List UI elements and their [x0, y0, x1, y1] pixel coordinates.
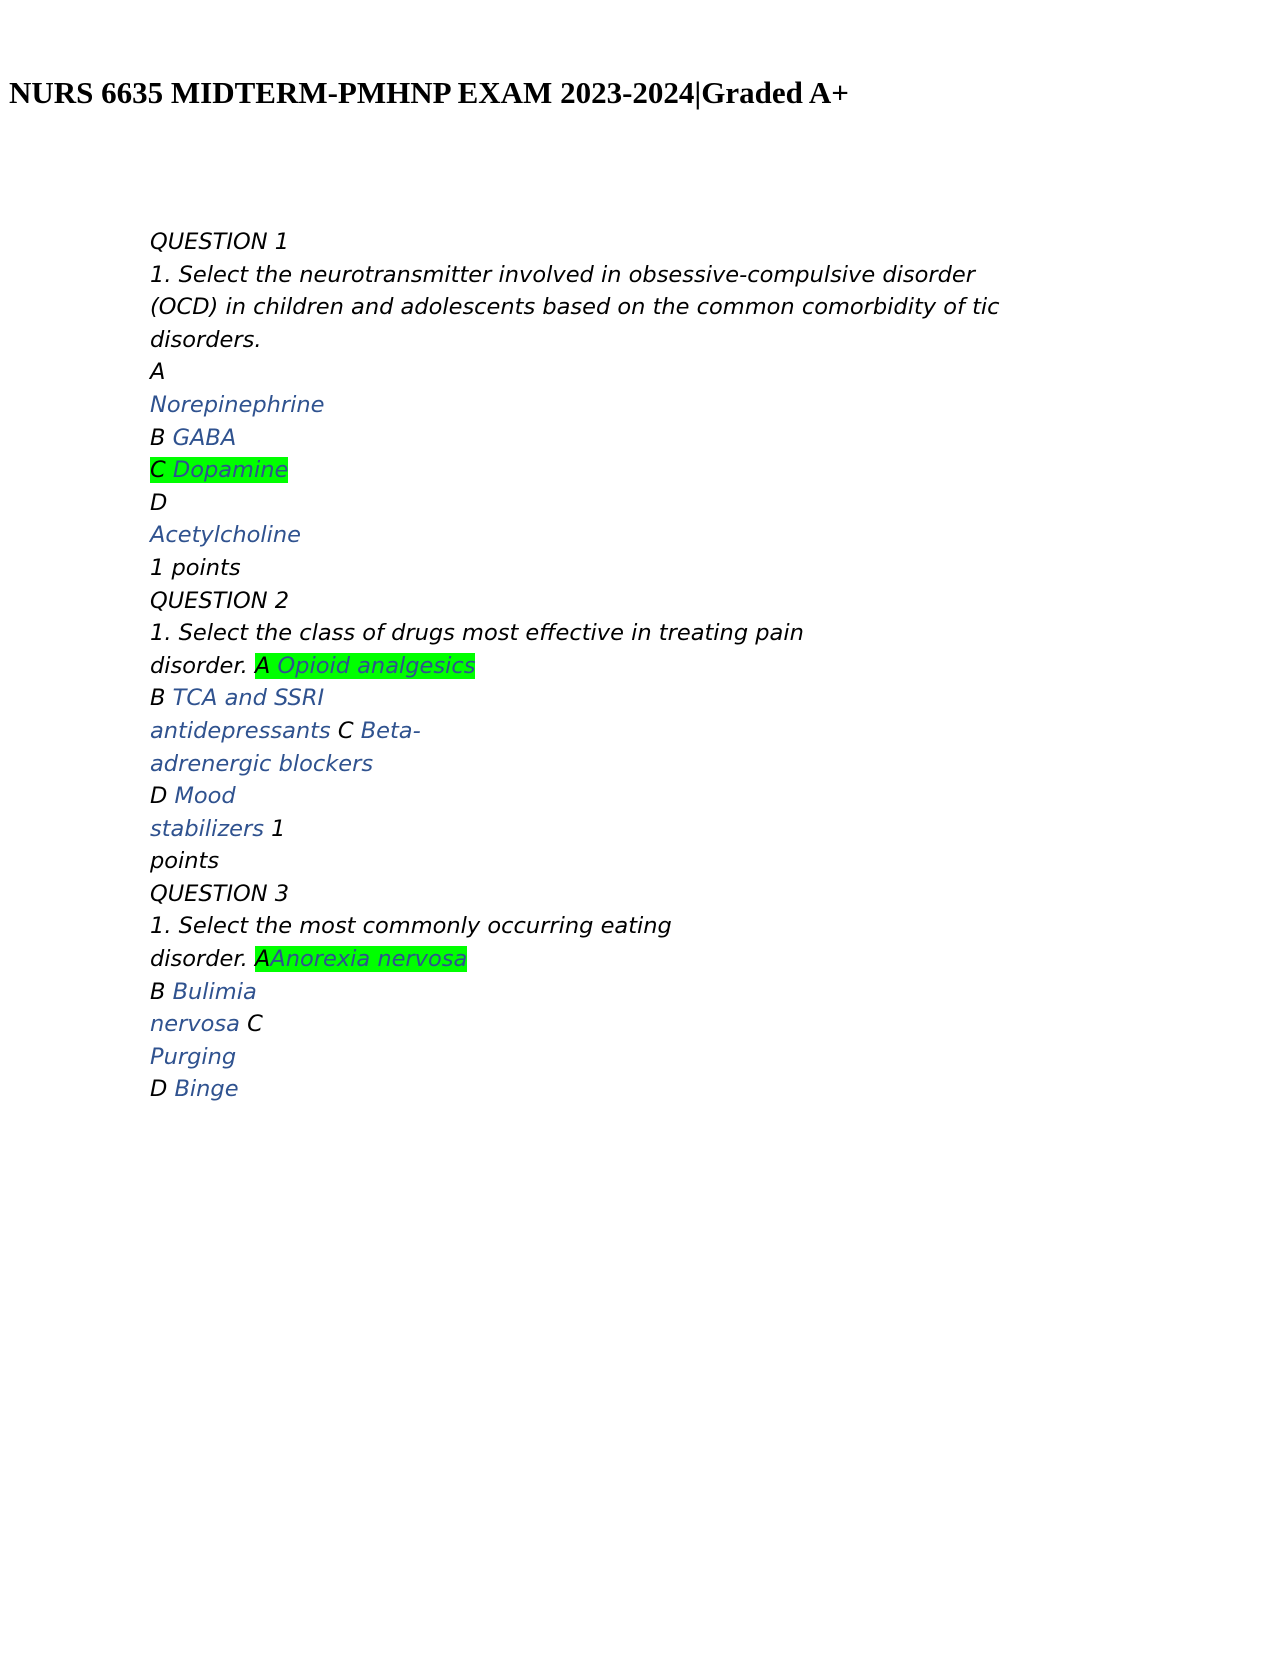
- question-1-stem-line-1: 1. Select the neurotransmitter involved in obsessive-compulsive disorder: [150, 261, 976, 288]
- q2-option-d-text-1: Mood: [174, 783, 236, 810]
- q1-option-c-text: Dopamine: [172, 457, 289, 484]
- q1-option-c-highlight: [150, 457, 288, 483]
- q2-line-bc: [150, 715, 1110, 748]
- q1-option-b: [150, 422, 1110, 455]
- q2-option-a-highlight: [255, 653, 476, 679]
- q3-option-d-text: Binge: [174, 1076, 239, 1103]
- q1-option-c: [150, 454, 1110, 487]
- q2-option-c-text-1: Beta-: [360, 717, 421, 744]
- question-2-points-number: 1: [271, 815, 286, 842]
- q3-option-d-letter: D: [150, 1076, 168, 1103]
- question-2-stem-line-2: [150, 650, 1110, 683]
- question-3-stem-line-1: 1. Select the most commonly occurring eating: [150, 913, 672, 940]
- q2-option-b-letter: B: [150, 685, 166, 712]
- document-title: NURS 6635 MIDTERM-PMHNP EXAM 2023-2024|Graded A+: [9, 75, 849, 110]
- q1-option-a-letter: A: [150, 359, 166, 386]
- q3-option-a-text: Anorexia nervosa: [270, 946, 468, 973]
- q2-option-c-letter: C: [337, 717, 354, 744]
- q3-line-bc: [150, 1008, 1110, 1041]
- q1-option-d-text: Acetylcholine: [150, 522, 301, 549]
- question-1-stem-line-3: disorders.: [150, 326, 262, 353]
- q1-option-c-letter: C: [150, 457, 166, 484]
- q1-option-a-text: Norepinephrine: [150, 391, 325, 418]
- q3-option-b-letter: B: [150, 978, 166, 1005]
- question-2-stem-end: disorder.: [150, 652, 248, 679]
- question-1-heading: QUESTION 1: [150, 229, 290, 255]
- q1-option-b-letter: B: [150, 424, 166, 451]
- question-1-stem-line-2: (OCD) in children and adolescents based on the common comorbidity of tic: [150, 294, 1000, 321]
- q3-option-c-text: Purging: [150, 1043, 237, 1070]
- q1-option-d-letter: D: [150, 489, 168, 516]
- question-2-points-label: points: [150, 848, 220, 875]
- q2-option-b: [150, 682, 1110, 715]
- q2-option-a-text: Opioid analgesics: [277, 652, 476, 679]
- q2-option-d-letter: D: [150, 783, 168, 810]
- q3-option-b-text-1: Bulimia: [172, 978, 257, 1005]
- q2-option-d-text-2: stabilizers: [150, 815, 264, 842]
- q2-line-d-points: [150, 813, 1110, 846]
- q3-option-b: [150, 976, 1110, 1009]
- q3-option-b-text-2: nervosa: [150, 1011, 240, 1038]
- q2-option-a-letter: A: [254, 652, 271, 679]
- exam-content: [150, 226, 1110, 1106]
- q2-option-d: [150, 780, 1110, 813]
- question-2-stem-line-1: 1. Select the class of drugs most effective in treating pain: [150, 620, 804, 647]
- q1-option-b-text: GABA: [172, 424, 237, 451]
- question-2-heading: QUESTION 2: [150, 587, 290, 614]
- q2-option-b-text-2: antidepressants: [150, 717, 331, 744]
- question-3-stem-end: disorder.: [150, 946, 248, 973]
- q3-option-a-letter: A: [254, 946, 271, 973]
- q2-option-b-text-1: TCA and SSRI: [172, 685, 325, 712]
- q3-option-d: [150, 1073, 1110, 1106]
- q3-option-a-highlight: [255, 946, 467, 972]
- question-1-points: 1 points: [150, 554, 241, 581]
- question-3-stem-line-2: [150, 943, 1110, 976]
- q3-option-c-letter: C: [247, 1011, 263, 1038]
- q2-option-c-text-2: adrenergic blockers: [150, 750, 374, 777]
- question-3-heading: QUESTION 3: [150, 880, 290, 907]
